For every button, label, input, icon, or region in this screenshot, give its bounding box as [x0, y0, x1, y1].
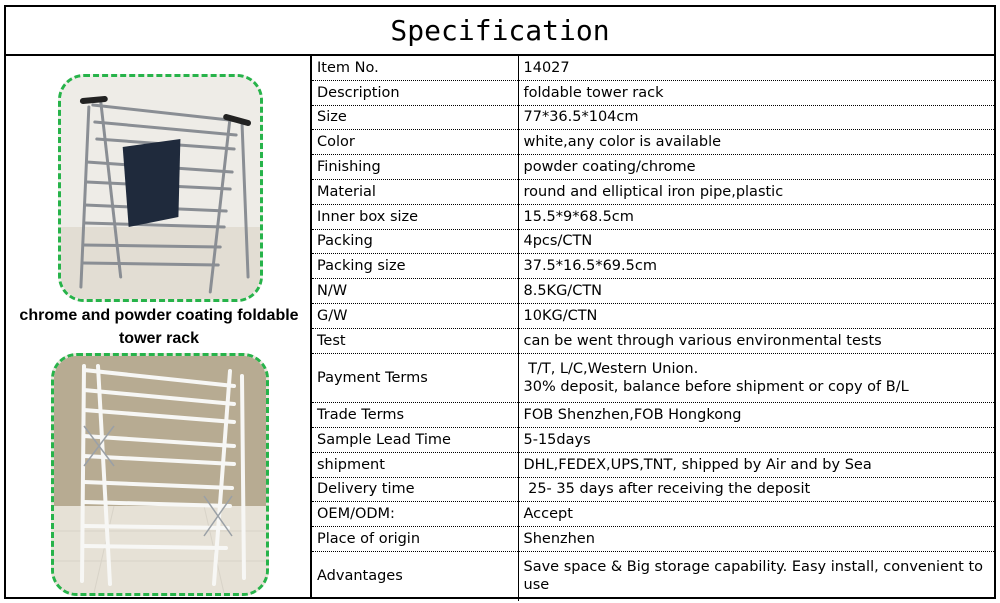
chrome-rack-image — [61, 77, 260, 299]
table-row — [312, 130, 994, 155]
table-row — [312, 56, 994, 80]
spec-value: foldable tower rack — [518, 80, 994, 105]
spec-key: Trade Terms — [312, 403, 518, 428]
table-row — [312, 105, 994, 130]
spec-value: 37.5*16.5*69.5cm — [518, 254, 994, 279]
spec-value: 4pcs/CTN — [518, 229, 994, 254]
spec-value: can be went through various environmental tests — [518, 328, 994, 353]
spec-key: Payment Terms — [312, 353, 518, 403]
spec-key: G/W — [312, 303, 518, 328]
table-row — [312, 279, 994, 304]
spec-value: Save space & Big storage capability. Easy install, convenient to use — [523, 559, 984, 594]
table-row — [312, 254, 994, 279]
spec-value: powder coating/chrome — [518, 155, 994, 180]
spec-key: Color — [312, 130, 518, 155]
spec-value: 15.5*9*68.5cm — [518, 204, 994, 229]
white-rack-photo — [51, 353, 269, 596]
spec-value: 25- 35 days after receiving the deposit — [518, 477, 994, 502]
table-row — [312, 452, 994, 477]
white-rack-image — [54, 356, 266, 593]
chrome-rack-photo — [58, 74, 263, 302]
spec-value: Accept — [518, 502, 994, 527]
table-row — [312, 303, 994, 328]
table-row — [312, 353, 994, 403]
spec-value: 5-15days — [518, 427, 994, 452]
table-row — [312, 155, 994, 180]
table-row — [312, 80, 994, 105]
spec-key: Item No. — [312, 56, 518, 80]
caption-line-1: chrome and powder coating foldable — [19, 307, 299, 324]
spec-key: shipment — [312, 452, 518, 477]
table-row — [312, 427, 994, 452]
spec-key: Description — [312, 80, 518, 105]
caption-line-2: tower rack — [118, 330, 200, 347]
spec-value: FOB Shenzhen,FOB Hongkong — [518, 403, 994, 428]
spec-key: Finishing — [312, 155, 518, 180]
table-row — [312, 551, 994, 600]
spec-value: 14027 — [518, 56, 994, 80]
table-row — [312, 527, 994, 552]
payment-terms-line-2: 30% deposit, balance before shipment or copy of B/L — [523, 378, 909, 395]
specification-sheet — [4, 5, 996, 599]
spec-key: N/W — [312, 279, 518, 304]
spec-key: Sample Lead Time — [312, 427, 518, 452]
spec-key: Inner box size — [312, 204, 518, 229]
spec-value — [518, 353, 994, 403]
spec-value: Shenzhen — [518, 527, 994, 552]
product-caption — [6, 304, 312, 350]
table-row — [312, 328, 994, 353]
table-row — [312, 502, 994, 527]
spec-value: white,any color is available — [518, 130, 994, 155]
specification-table — [312, 56, 994, 601]
spec-key: OEM/ODM: — [312, 502, 518, 527]
spec-key: Place of origin — [312, 527, 518, 552]
page-title: Specification — [6, 7, 994, 56]
table-row — [312, 229, 994, 254]
table-row — [312, 477, 994, 502]
spec-value: 8.5KG/CTN — [518, 279, 994, 304]
spec-key: Size — [312, 105, 518, 130]
spec-key: Advantages — [312, 551, 518, 600]
spec-key: Packing size — [312, 254, 518, 279]
spec-value: 10KG/CTN — [518, 303, 994, 328]
spec-key: Material — [312, 179, 518, 204]
spec-key: Test — [312, 328, 518, 353]
product-images-column — [6, 56, 312, 597]
table-row — [312, 403, 994, 428]
table-row — [312, 204, 994, 229]
spec-value: 77*36.5*104cm — [518, 105, 994, 130]
table-row — [312, 179, 994, 204]
spec-value: DHL,FEDEX,UPS,TNT, shipped by Air and by Sea — [518, 452, 994, 477]
spec-key: Delivery time — [312, 477, 518, 502]
spec-value: round and elliptical iron pipe,plastic — [518, 179, 994, 204]
spec-key: Packing — [312, 229, 518, 254]
payment-terms-line-1: T/T, L/C,Western Union. — [523, 360, 699, 377]
